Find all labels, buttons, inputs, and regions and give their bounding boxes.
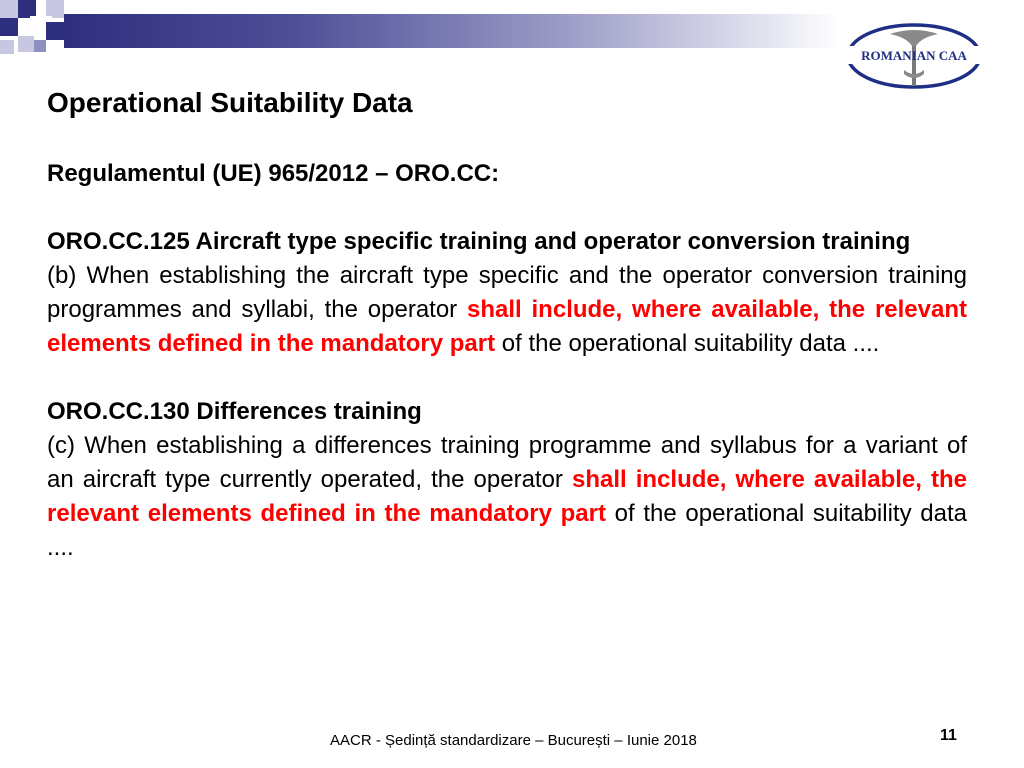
section-130-text	[47, 429, 967, 565]
decor-square	[46, 22, 64, 40]
page-number: 11	[940, 727, 957, 744]
regulation-reference: Regulamentul (UE) 965/2012 – ORO.CC:	[47, 160, 500, 187]
section-125-highlight: shall include, where available, the relevant elements defined in the mandatory part	[47, 296, 967, 357]
spacer	[47, 361, 967, 395]
header-gradient-bar	[64, 14, 840, 48]
section-125-text-before: (b) When establishing the aircraft type specific and the operator conversion training programmes and syllabi, the operator	[47, 262, 967, 323]
spacer	[47, 191, 967, 225]
section-130-highlight: shall include, where available, the relevant elements defined in the mandatory part	[47, 466, 968, 527]
decor-square	[34, 40, 46, 52]
section-130-text-before: (c) When establishing a differences training programme and syllabus for a variant of an aircraft type currently operated, the operator	[47, 432, 967, 493]
footer-text: AACR - Ședință standardizare – București – Iunie 2018	[330, 732, 697, 749]
section-125-heading: ORO.CC.125 Aircraft type specific training and operator conversion training	[47, 228, 911, 255]
decor-square	[18, 36, 34, 52]
section-125-text-after: of the operational suitability data ....	[495, 330, 880, 357]
header-band	[0, 0, 840, 62]
decor-square	[0, 0, 18, 18]
decor-square	[0, 18, 18, 36]
logo-text: ROMANIAN CAA	[861, 48, 967, 63]
slide-content	[47, 157, 967, 565]
section-130-text-after: of the operational suitability data ....	[47, 500, 967, 561]
section-125-text	[47, 259, 967, 361]
slide-title: Operational Suitability Data	[47, 87, 413, 118]
romanian-caa-logo	[838, 16, 988, 94]
decor-square	[0, 40, 14, 54]
section-130-heading: ORO.CC.130 Differences training	[47, 398, 422, 425]
